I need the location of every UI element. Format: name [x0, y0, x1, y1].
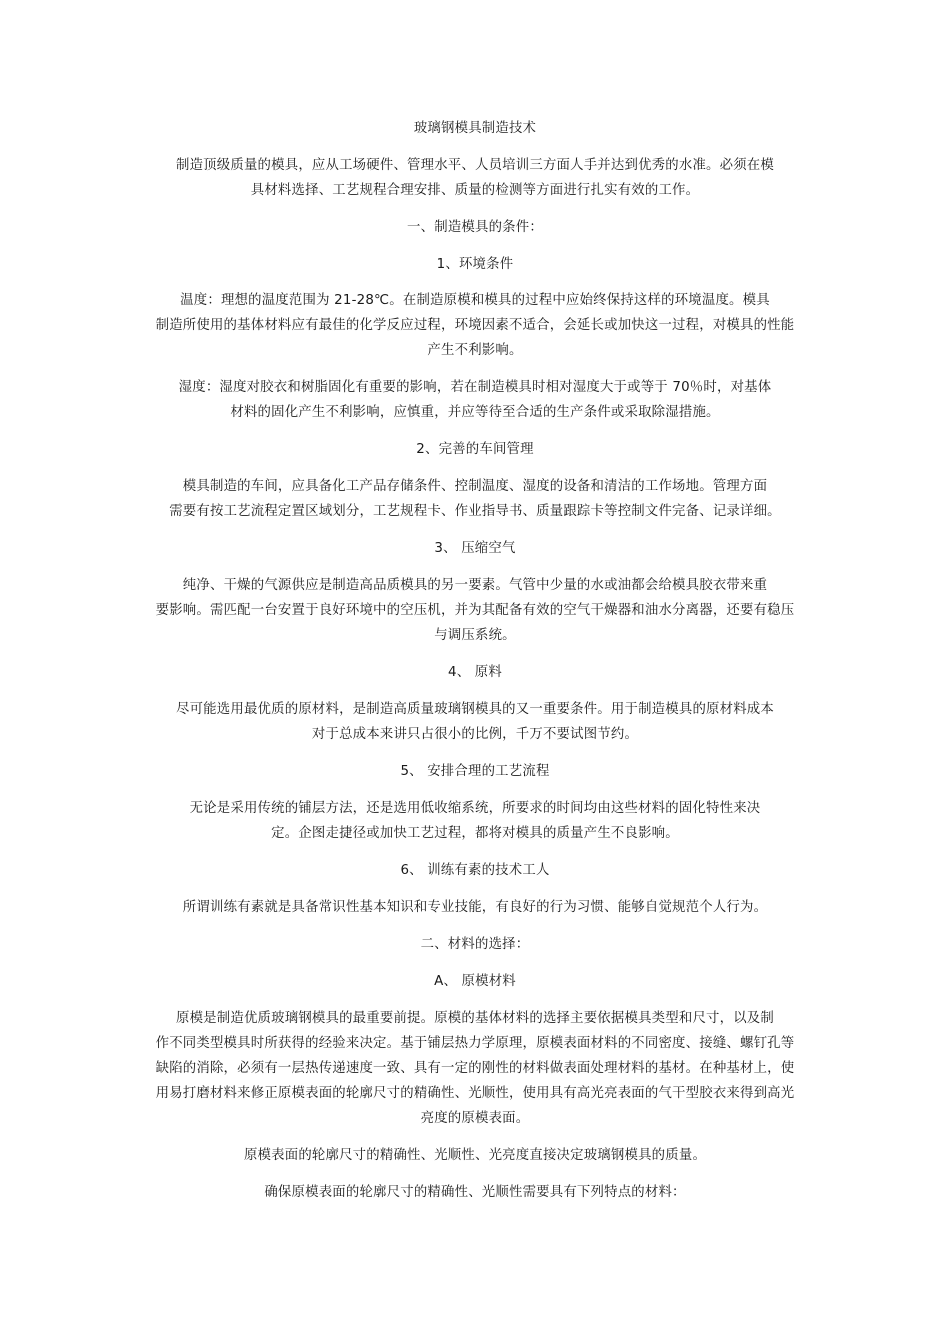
paragraph-line: 纯净、干燥的气源供应是制造高品质模具的另一要素。气管中少量的水或油都会给模具胶衣带来重: [182, 578, 768, 593]
intro-line: 制造顶级质量的模具，应从工场硬件、管理水平、人员培训三方面人手并达到优秀的水准。必须在模: [176, 158, 774, 173]
section-heading: 一、制造模具的条件：: [407, 220, 543, 235]
subsection-heading: 2、完善的车间管理: [416, 442, 534, 457]
section-heading: 二、材料的选择：: [420, 937, 530, 952]
paragraph-line: 需要有按工艺流程定置区域划分，工艺规程卡、作业指导书、质量跟踪卡等控制文件完备、记录详细。: [169, 504, 781, 519]
paragraph-line: 定。企图走捷径或加快工艺过程，都将对模具的质量产生不良影响。: [271, 826, 679, 841]
paragraph-line: 所谓训练有素就是具备常识性基本知识和专业技能，有良好的行为习惯、能够自觉规范个人行为。: [182, 900, 768, 915]
paragraph-line: 产生不利影响。: [427, 343, 523, 358]
paragraph-line: 亮度的原模表面。: [420, 1111, 530, 1126]
paragraph-line: 作不同类型模具时所获得的经验来决定。基于铺层热力学原理，原模表面材料的不同密度、接缝、螺钉孔等: [155, 1036, 795, 1051]
paragraph-line: 要影响。需匹配一台安置于良好环境中的空压机，并为其配备有效的空气干燥器和油水分离器，还要有稳压: [155, 603, 795, 618]
intro-line: 具材料选择、工艺规程合理安排、质量的检测等方面进行扎实有效的工作。: [250, 183, 700, 198]
paragraph-line: 对于总成本来讲只占很小的比例，千万不要试图节约。: [311, 727, 639, 742]
paragraph-line: 确保原模表面的轮廓尺寸的精确性、光顺性需要具有下列特点的材料：: [264, 1185, 686, 1200]
paragraph-line: 原模是制造优质玻璃钢模具的最重要前提。原模的基体材料的选择主要依据模具类型和尺寸，以及制: [176, 1011, 774, 1026]
paragraph-line: 无论是采用传统的铺层方法，还是选用低收缩系统，所要求的时间均由这些材料的固化特性来决: [189, 801, 761, 816]
paragraph-line: 制造所使用的基体材料应有最佳的化学反应过程，环境因素不适合，会延长或加快这一过程，对模具的性能: [155, 318, 795, 333]
paragraph-line: 模具制造的车间，应具备化工产品存储条件、控制温度、湿度的设备和清洁的工作场地。管理方面: [182, 479, 768, 494]
paragraph-line: 尽可能选用最优质的原材料，是制造高质量玻璃钢模具的又一重要条件。用于制造模具的原材料成本: [176, 702, 774, 717]
subsection-heading: 5、 安排合理的工艺流程: [400, 764, 550, 779]
paragraph-line: 温度：理想的温度范围为 21-28℃。在制造原模和模具的过程中应始终保持这样的环境温度。模具: [180, 293, 770, 308]
paragraph-line: 原模表面的轮廓尺寸的精确性、光顺性、光亮度直接决定玻璃钢模具的质量。: [243, 1148, 707, 1163]
subsection-heading: 3、 压缩空气: [434, 541, 516, 556]
subsection-heading: 1、环境条件: [436, 257, 514, 272]
paragraph-line: 湿度：湿度对胶衣和树脂固化有重要的影响，若在制造模具时相对湿度大于或等于 70％时，对基体: [178, 380, 772, 395]
paragraph-line: 缺陷的消除，必须有一层热传递速度一致、具有一定的刚性的材料做表面处理材料的基材。在种基材上，使: [155, 1061, 795, 1076]
paragraph-line: 材料的固化产生不利影响，应慎重，并应等待至合适的生产条件或采取除湿措施。: [230, 405, 720, 420]
paragraph-line: 与调压系统。: [434, 628, 516, 643]
subsection-heading: 6、 训练有素的技术工人: [400, 863, 550, 878]
subsection-heading: A、 原模材料: [434, 974, 516, 989]
paragraph-line: 用易打磨材料来修正原模表面的轮廓尺寸的精确性、光顺性，使用具有高光亮表面的气干型胶衣来得到高光: [155, 1086, 795, 1101]
subsection-heading: 4、 原料: [448, 665, 502, 680]
document-title: 玻璃钢模具制造技术: [413, 121, 537, 136]
